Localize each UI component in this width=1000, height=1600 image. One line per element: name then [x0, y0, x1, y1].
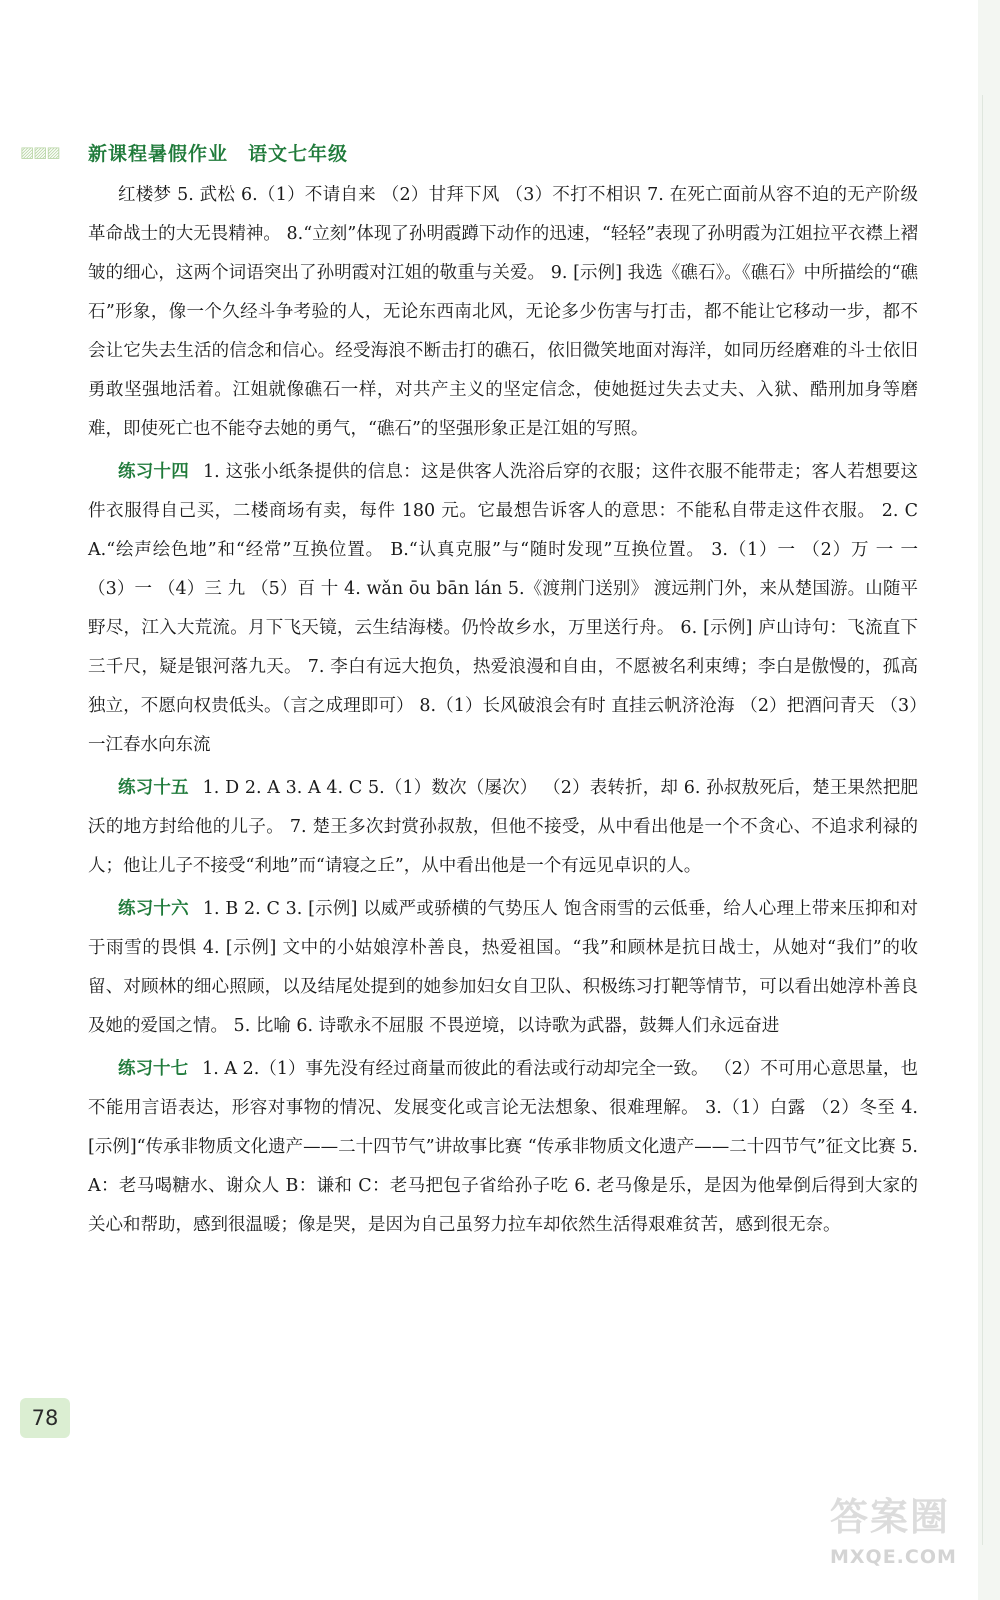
exercise-14: [88, 453, 918, 765]
exercise-17: [88, 1050, 918, 1245]
exercise-16-text: 1. B 2. C 3. [示例] 以威严或骄横的气势压人 饱含雨雪的云低垂，给人心理上带来压抑和对于雨雪的畏惧 4. [示例] 文中的小姑娘淳朴善良，热爱祖国。“我”和顾林是抗日战士，从她对“我们”的收留、对顾林的细心照顾，以及结尾处提到的她参加妇女自卫队、积极练习打靶等情节，可以看出她淳朴善良及她的爱国之情。 5. 比喻 6. 诗歌永不屈服 不畏逆境，以诗歌为武器，鼓舞人们永远奋进: [88, 899, 919, 1036]
exercise-17-text: 1. A 2.（1）事先没有经过商量而彼此的看法或行动却完全一致。 （2）不可用心意思量，也不能用言语表达，形容对事物的情况、发展变化或言论无法想象、很难理解。 3.（1）白露 （2）冬至 4. [示例]“传承非物质文化遗产——二十四节气”讲故事比赛 “传承非物质文化遗产——二十四节气”征文比赛 5. A：老马喝糖水、谢众人 B：谦和 C：老马把包子省给孙子吃 6. 老马像是乐，是因为他晕倒后得到大家的关心和帮助，感到很温暖；像是哭，是因为自己虽努力拉车却依然生活得艰难贫苦，感到很无奈。: [88, 1059, 918, 1235]
page-edge-strip: [978, 0, 1000, 1600]
continued-answers: 红楼梦 5. 武松 6.（1）不请自来 （2）甘拜下风 （3）不打不相识 7. 在死亡面前从容不迫的无产阶级革命战士的大无畏精神。 8.“立刻”体现了孙明霞蹲下动作的迅速，“轻轻”表现了孙明霞为江姐拉平衣襟上褶皱的细心，这两个词语突出了孙明霞对江姐的敬重与关爱。 9. [示例] 我选《礁石》。《礁石》中所描绘的“礁石”形象，像一个久经斗争考验的人，无论东西南北风，无论多少伤害与打击，都不能让它移动一步，都不会让它失去生活的信念和信心。经受海浪不断击打的礁石，依旧微笑地面对海洋，如同历经磨难的斗士依旧勇敢坚强地活着。江姐就像礁石一样，对共产主义的坚定信念，使她挺过失去丈夫、入狱、酷刑加身等磨难，即使死亡也不能夺去她的勇气，“礁石”的坚强形象正是江姐的写照。: [88, 185, 918, 439]
grade-label: 语文七年级: [248, 142, 349, 165]
exercise-14-text: 1. 这张小纸条提供的信息：这是供客人洗浴后穿的衣服；这件衣服不能带走；客人若想要这件衣服得自己买，二楼商场有卖，每件 180 元。它最想告诉客人的意思：不能私自带走这件衣服。 2. C A.“绘声绘色地”和“经常”互换位置。 B.“认真克服”与“随时发现”互换位置。 3.（1）一 （2）万 一 一 （3）一 （4）三 九 （5）百 十 4. wǎn ōu bān lán 5.《渡荆门送别》 渡远荆门外，来从楚国游。山随平野尽，江入大荒流。月下飞天镜，云生结海楼。仍怜故乡水，万里送行舟。 6. [示例] 庐山诗句：飞流直下三千尺，疑是银河落九天。 7. 李白有远大抱负，热爱浪漫和自由，不愿被名利束缚；李白是傲慢的，孤高独立，不愿向权贵低头。（言之成理即可） 8.（1）长风破浪会有时 直挂云帆济沧海 （2）把酒问青天 （3）一江春水向东流: [88, 462, 918, 755]
book-title: 新课程暑假作业: [88, 142, 229, 165]
exercise-16-label: 练习十六: [118, 899, 189, 919]
exercise-15-text: 1. D 2. A 3. A 4. C 5.（1）数次（屡次） （2）表转折，却 6. 孙叔敖死后，楚王果然把肥沃的地方封给他的儿子。 7. 楚王多次封赏孙叔敖，但他不接受，从中看出他是一个不贪心、不追求利禄的人；他让儿子不接受“利地”而“请寝之丘”，从中看出他是一个有远见卓识的人。: [88, 778, 918, 876]
exercise-17-label: 练习十七: [118, 1059, 189, 1079]
page-number: 78: [20, 1398, 70, 1438]
exercise-15: [88, 769, 918, 886]
header-decoration: ▨▨▨: [20, 143, 60, 161]
exercise-14-label: 练习十四: [118, 462, 190, 482]
page-header: [20, 135, 348, 169]
exercise-16: [88, 890, 918, 1046]
watermark-logo: [830, 1492, 985, 1582]
answer-content: [88, 176, 918, 1249]
watermark-bottom: MXQE.COM: [830, 1546, 957, 1568]
exercise-15-label: 练习十五: [118, 778, 189, 798]
watermark-top: 答案圈: [830, 1495, 951, 1539]
